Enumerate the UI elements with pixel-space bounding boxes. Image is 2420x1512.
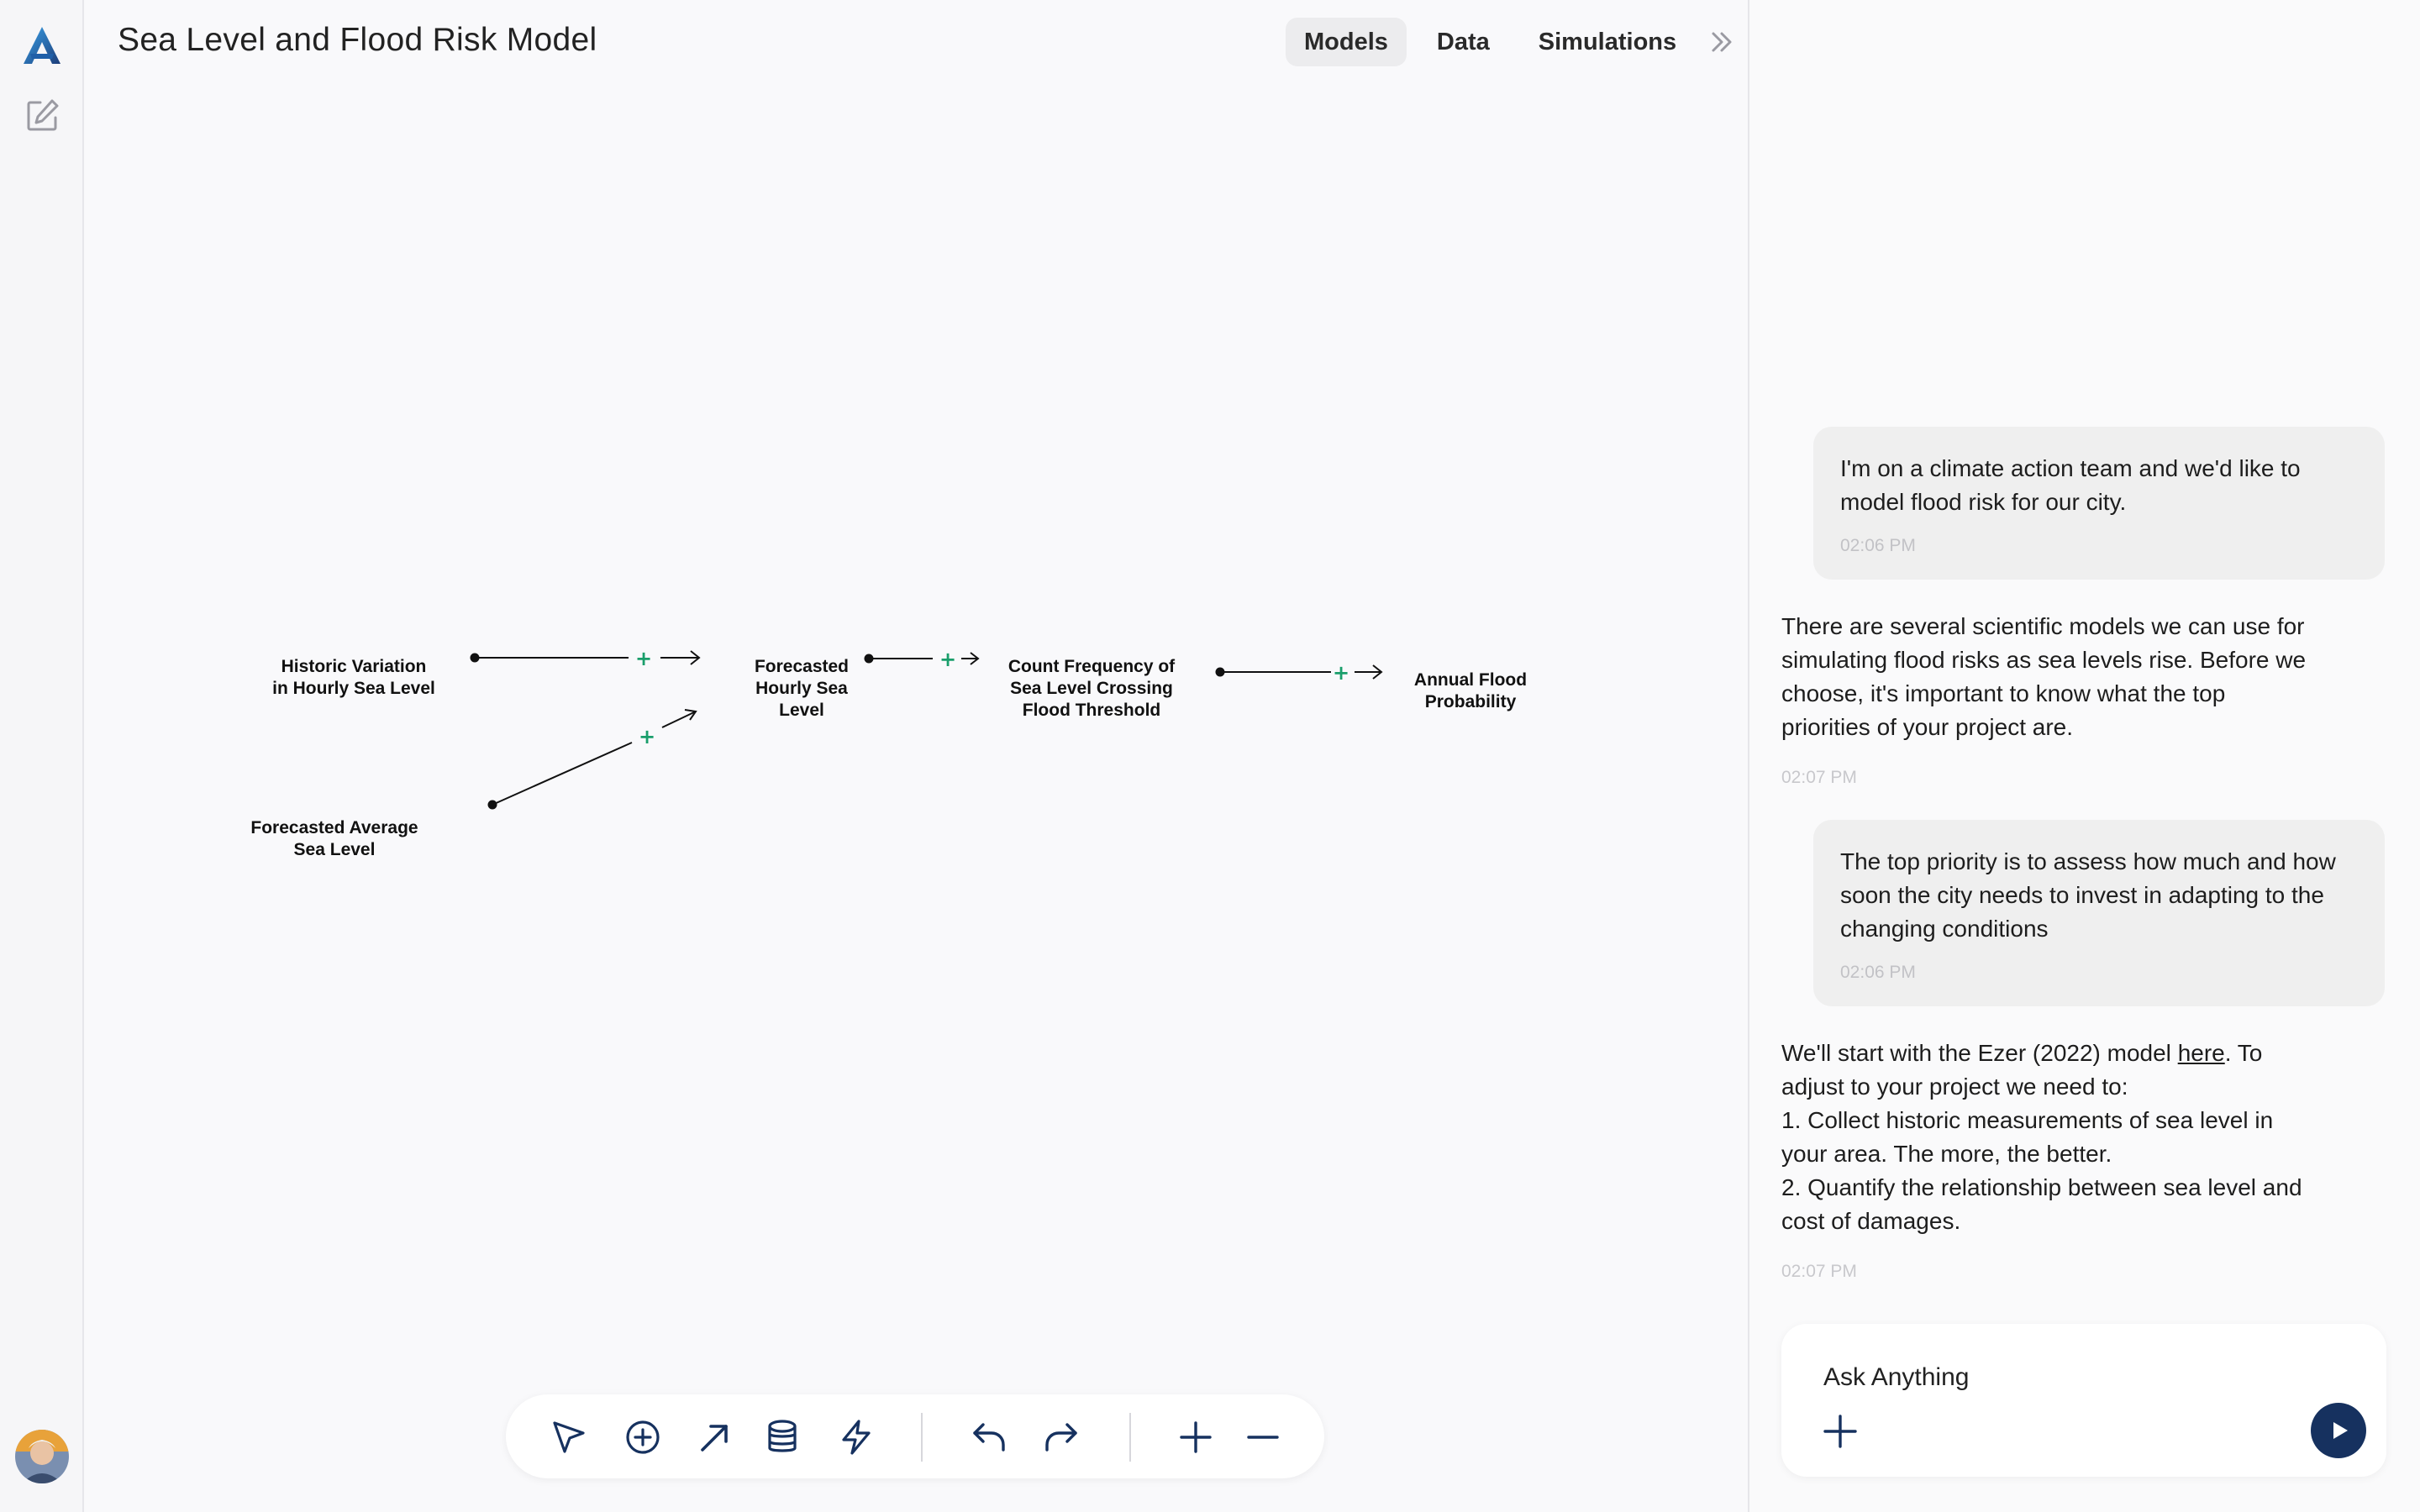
message-time: 02:07 PM xyxy=(1781,768,1857,787)
link-hourly-sign: + xyxy=(939,648,957,671)
link-hourly-origin-dot xyxy=(865,654,874,664)
attach-plus-icon[interactable] xyxy=(1822,1413,1859,1450)
chat-message-user xyxy=(1813,427,2385,580)
tab-models[interactable]: Models xyxy=(1286,18,1407,66)
chat-message-assistant xyxy=(1781,610,2319,795)
link-historic-origin-dot xyxy=(471,654,480,663)
message-time: 02:07 PM xyxy=(1781,1262,1857,1281)
database-icon[interactable] xyxy=(763,1418,802,1457)
node-forecasted-average-sea-level[interactable]: Forecasted Average Sea Level xyxy=(250,818,418,859)
add-node-icon[interactable] xyxy=(623,1418,662,1457)
page-title: Sea Level and Flood Risk Model xyxy=(118,22,597,58)
link-count-origin-dot xyxy=(1216,668,1225,677)
tab-simulations[interactable]: Simulations xyxy=(1538,29,1677,55)
tab-data[interactable]: Data xyxy=(1436,29,1490,55)
message-text: There are several scientific models we can use for simulating flood risks as sea levels rise. Before we choose, it's important to know what the top priorities of your project are. xyxy=(1781,613,2307,740)
link-avg-origin-dot xyxy=(488,801,497,810)
chat-message-user xyxy=(1813,820,2385,1006)
play-icon xyxy=(2311,1403,2366,1458)
select-icon[interactable] xyxy=(550,1418,588,1457)
redo-icon[interactable] xyxy=(1042,1418,1081,1457)
zoom-out-icon[interactable] xyxy=(1244,1418,1282,1457)
chat-message-assistant xyxy=(1781,1037,2319,1289)
node-forecasted-hourly-sea-level[interactable]: Forecasted Hourly Sea Level xyxy=(754,657,850,720)
message-text: I'm on a climate action team and we'd like to model flood risk for our city. xyxy=(1840,455,2301,515)
model-link[interactable]: here xyxy=(2177,1040,2225,1066)
canvas-toolbar xyxy=(506,1394,1324,1478)
list-item: 1. Collect historic measurements of sea level in your area. The more, the better. xyxy=(1781,1107,2274,1167)
message-text: We'll start with the Ezer (2022) model here. To adjust to your project we need to: xyxy=(1781,1040,2263,1100)
link-arrow-icon[interactable] xyxy=(696,1418,734,1457)
lightning-icon[interactable] xyxy=(837,1418,876,1457)
chat-input[interactable] xyxy=(1822,1356,2329,1399)
node-count-frequency[interactable]: Count Frequency of Sea Level Crossing Flood Threshold xyxy=(1007,657,1176,720)
undo-icon[interactable] xyxy=(970,1418,1008,1457)
link-avg-line xyxy=(492,743,632,805)
node-historic-variation[interactable]: Historic Variation in Hourly Sea Level xyxy=(272,657,435,698)
link-avg-sign: + xyxy=(638,725,656,748)
message-text: The top priority is to assess how much and how soon the city needs to invest in adapting to the changing conditions xyxy=(1840,848,2336,942)
zoom-in-icon[interactable] xyxy=(1176,1418,1215,1457)
link-count-sign: + xyxy=(1332,661,1350,685)
toolbar-separator xyxy=(1129,1413,1131,1462)
message-time: 02:06 PM xyxy=(1840,963,1916,982)
toolbar-separator xyxy=(921,1413,923,1462)
list-item: 2. Quantify the relationship between sea level and cost of damages. xyxy=(1781,1174,2302,1234)
node-annual-flood-probability[interactable]: Annual Flood Probability xyxy=(1413,670,1528,711)
send-button[interactable] xyxy=(2311,1403,2366,1458)
message-time: 02:06 PM xyxy=(1840,536,1916,555)
chat-composer xyxy=(1781,1324,2386,1477)
link-historic-sign: + xyxy=(634,647,653,670)
